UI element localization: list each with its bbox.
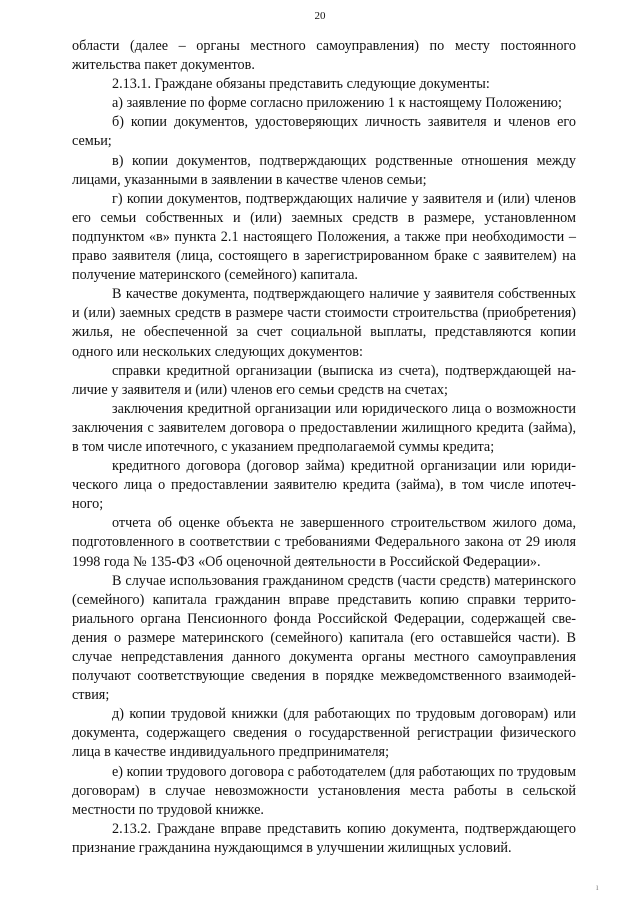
- paragraph-9: заключения кредитной организации или юридического лица о возможности заключения с заявителем договора о предоставлении жилищного кредита (займа), в том числе ипотечного, с указанием предполагаемой суммы кредита;: [72, 400, 576, 455]
- paragraph-6: г) копии документов, подтверждающих наличие у заявителя и (или) членов его семьи собственных и (или) заемных средств в размере, установленном подпунктом «в» пункта 2.1 настоящего Положения, а также при необходимости – право заявителя (лица, состоящего в зарегистрированном браке с заявителем) на получение материнского (семейного) капитала.: [72, 190, 576, 284]
- paragraph-12: В случае использования гражданином средств (части средств) материнского (семейного) капитала гражданин вправе представить копию справки территориального органа Пенсионного фонда Российской Федерации, содержащей сведения о размере материнского (семейного) капитала (его оставшейся части). В случае непредставления данного документа органы местного самоуправления получают соответствующие сведения в порядке межведомственного взаимодействия;: [72, 572, 576, 704]
- paragraph-2: 2.13.1. Граждане обязаны представить следующие документы:: [112, 76, 490, 93]
- document-body: [72, 37, 576, 858]
- paragraph-3: а) заявление по форме согласно приложению 1 к настоящему Положению;: [112, 95, 562, 112]
- paragraph-8: справки кредитной организации (выписка из счета), подтверждающей наличие у заявителя и (или) членов его семьи средств на счетах;: [72, 362, 576, 398]
- paragraph-13: д) копии трудовой книжки (для работающих по трудовым договорам) или документа, содержащего сведения о государственной регистрации физического лица в качестве индивидуального предпринимателя;: [72, 706, 576, 761]
- paragraph-15: 2.13.2. Граждане вправе представить копию документа, подтверждающего признание гражданина нуждающимся в улучшении жилищных условий.: [72, 820, 576, 856]
- scan-edge-mark: ı: [596, 882, 599, 892]
- paragraph-5: в) копии документов, подтверждающих родственные отношения между лицами, указанными в заявлении в качестве членов семьи;: [72, 152, 576, 188]
- page-number: 20: [314, 10, 326, 22]
- paragraph-1: области (далее – органы местного самоуправления) по месту постоянного жительства пакет документов.: [72, 38, 576, 74]
- paragraph-7: В качестве документа, подтверждающего наличие у заявителя собственных и (или) заемных средств в размере части стоимости строительства (приобретения) жилья, не обеспеченной за счет социальной выплаты, представляются копии одного или нескольких следующих документов:: [72, 286, 576, 360]
- paragraph-14: е) копии трудового договора с работодателем (для работающих по трудовым договорам) в случае невозможности установления места работы в сельской местности по трудовой книжке.: [72, 763, 576, 818]
- paragraph-10: кредитного договора (договор займа) кредитной организации или юридического лица о предоставлении заявителю кредита (займа), в том числе ипотечного;: [72, 458, 576, 513]
- paragraph-11: отчета об оценке объекта не завершенного строительством жилого дома, подготовленного в соответствии с требованиями Федерального закона от 29 июля 1998 года № 135-ФЗ «Об оценочной деятельности в Российской Федерации».: [72, 515, 576, 570]
- paragraph-4: б) копии документов, удостоверяющих личность заявителя и членов его семьи;: [72, 114, 576, 150]
